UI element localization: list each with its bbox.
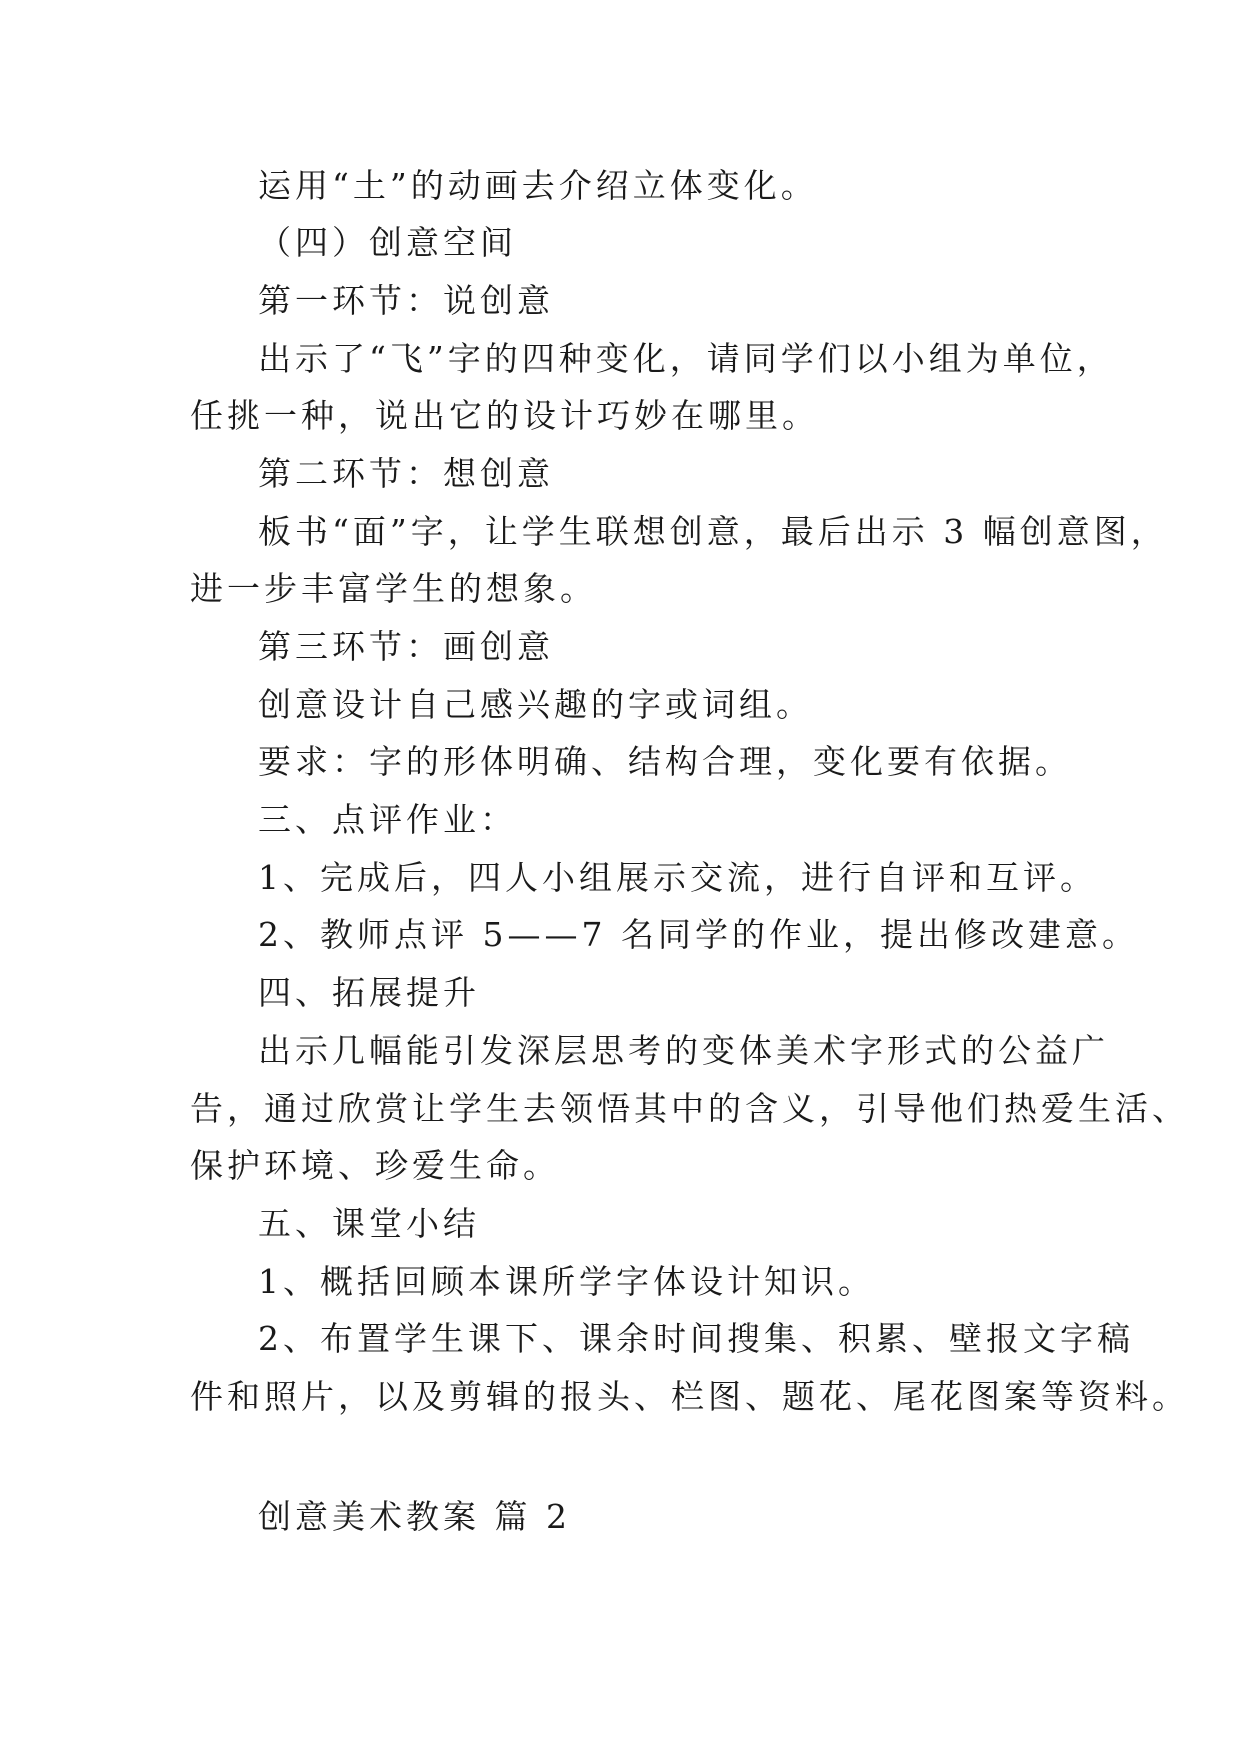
section-heading: 三、点评作业：	[258, 800, 517, 839]
list-item: 2、教师点评 5——7 名同学的作业，提出修改建意。	[258, 915, 1139, 954]
list-item: 2、布置学生课下、课余时间搜集、积累、壁报文字稿	[258, 1319, 1134, 1358]
paragraph-line: 件和照片，以及剪辑的报头、栏图、题花、尾花图案等资料。	[190, 1377, 1189, 1416]
subsection-heading: 第一环节：说创意	[258, 281, 554, 320]
paragraph-line: 出示几幅能引发深层思考的变体美术字形式的公益广	[258, 1031, 1109, 1070]
paragraph-line: 创意设计自己感兴趣的字或词组。	[258, 685, 813, 724]
section-heading: 四、拓展提升	[258, 973, 480, 1012]
section-heading: （四）创意空间	[258, 223, 517, 262]
paragraph-line: 出示了“飞”字的四种变化，请同学们以小组为单位，	[258, 339, 1114, 378]
paragraph-line: 任挑一种，说出它的设计巧妙在哪里。	[190, 396, 819, 435]
paragraph-line: 进一步丰富学生的想象。	[190, 569, 597, 608]
paragraph-line: 保护环境、珍爱生命。	[190, 1146, 560, 1185]
list-item: 1、概括回顾本课所学字体设计知识。	[258, 1262, 875, 1301]
list-item: 1、完成后，四人小组展示交流，进行自评和互评。	[258, 858, 1097, 897]
paragraph-line: 要求：字的形体明确、结构合理，变化要有依据。	[258, 742, 1072, 781]
subsection-heading: 第二环节：想创意	[258, 454, 554, 493]
subsection-heading: 第三环节：画创意	[258, 627, 554, 666]
paragraph-line: 告，通过欣赏让学生去领悟其中的含义，引导他们热爱生活、	[190, 1089, 1189, 1128]
section-heading: 五、课堂小结	[258, 1204, 480, 1243]
paragraph-line: 运用“土”的动画去介绍立体变化。	[258, 166, 818, 205]
paragraph-line: 板书“面”字，让学生联想创意，最后出示 3 幅创意图，	[258, 512, 1168, 551]
document-title: 创意美术教案 篇 2	[258, 1497, 571, 1536]
